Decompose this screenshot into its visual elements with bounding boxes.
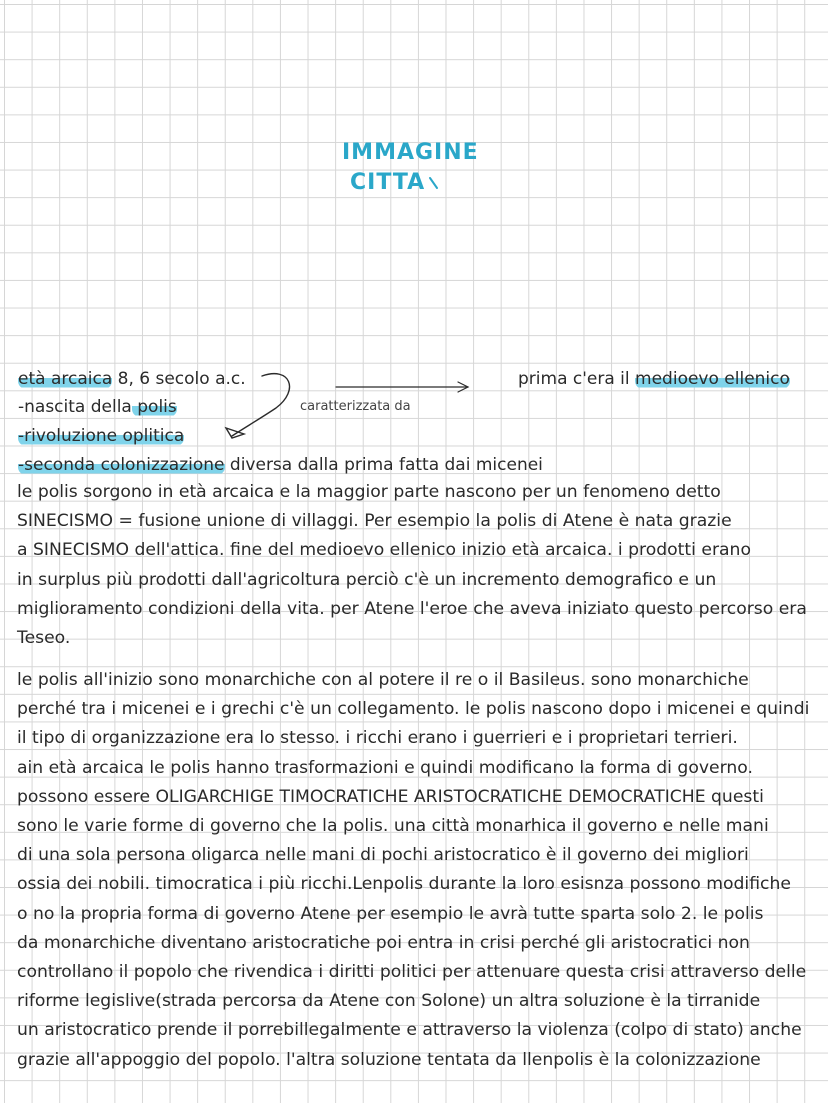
paragraph-2-line: sono le varie forme di governo che la polis. una città monarhica il governo e nelle mani	[17, 816, 769, 837]
paragraph-1-line: in surplus più prodotti dall'agricoltura perciò c'è un incremento demografico e un	[17, 569, 717, 590]
curved-arrow-icon	[226, 374, 290, 438]
right-arrow-icon	[336, 382, 468, 392]
paragraph-1-line: Teseo.	[17, 628, 71, 649]
note-medioevo-prefix: prima c'era il	[518, 369, 636, 389]
paragraph-1	[17, 478, 807, 653]
paragraph-1-line: a SINECISMO dell'attica. fine del medioevo ellenico inizio età arcaica. i prodotti erano	[17, 540, 751, 561]
arrow-caption: caratterizzata da	[300, 399, 411, 414]
paragraph-2-line: il tipo di organizzazione era lo stesso. i ricchi erano i guerrieri e i proprietari terrieri.	[17, 728, 738, 749]
paragraph-2-line: riforme legislive(strada percorsa da Atene con Solone) un altra soluzione è la tirranide	[17, 991, 761, 1012]
paragraph-2-line: un aristocratico prende il porrebillegalmente e attraverso la violenza (colpo di stato) anche	[17, 1020, 802, 1041]
note-colonizzazione-rest: diversa dalla prima fatta dai micenei	[224, 455, 543, 475]
highlight-seconda-colonizzazione: -seconda colonizzazione	[18, 455, 225, 475]
highlight-medioevo-ellenico: medioevo ellenico	[635, 369, 790, 389]
note-era-dates: 8, 6 secolo a.c.	[112, 369, 246, 389]
accent-mark-icon	[430, 178, 437, 188]
note-polis-prefix: -nascita della	[18, 397, 132, 417]
paragraph-2-line: da monarchiche diventano aristocratiche poi entra in crisi perché gli aristocratici non	[17, 932, 750, 953]
highlight-eta-arcaica: età arcaica	[18, 369, 113, 389]
paragraph-2-line: ossia dei nobili. timocratica i più ricchi.Lenpolis durante la loro esisnza possono modifiche	[17, 874, 791, 895]
paragraph-2-line: di una sola persona oligarca nelle mani di pochi aristocratico è il governo dei migliori	[17, 845, 749, 866]
page-title-line-2: CITTA	[350, 170, 426, 195]
paragraph-2-line: ain età arcaica le polis hanno trasformazioni e quindi modificano la forma di governo.	[17, 757, 753, 778]
paragraph-2-line: le polis all'inizio sono monarchiche con al potere il re o il Basileus. sono monarchiche	[17, 670, 749, 690]
paragraph-1-line: miglioramento condizioni della vita. per Atene l'eroe che aveva iniziato questo percorso era	[17, 598, 807, 619]
paragraph-2-line: o no la propria forma di governo Atene per esempio le avrà tutte sparta solo 2. le polis	[17, 903, 764, 924]
paragraph-2-line: grazie all'appoggio del popolo. l'altra soluzione tentata da llenpolis è la colonizzazione	[17, 1049, 761, 1070]
paragraph-1-line: SINECISMO = fusione unione di villaggi. Per esempio la polis di Atene è nata grazie	[17, 511, 732, 532]
paragraph-2-line: controllano il popolo che rivendica i diritti politici per attenuare questa crisi attraverso delle	[17, 962, 807, 983]
paragraph-2-line: perché tra i micenei e i grechi c'è un collegamento. le polis nascono dopo i micenei e quindi	[17, 699, 810, 720]
highlight-rivoluzione-oplitica: -rivoluzione oplitica	[18, 426, 185, 446]
page-title-line-1: IMMAGINE	[342, 140, 479, 165]
highlight-polis: polis	[131, 397, 177, 417]
paragraph-1-line: le polis sorgono in età arcaica e la maggior parte nascono per un fenomeno detto	[17, 482, 721, 502]
paragraph-2-line: possono essere OLIGARCHIGE TIMOCRATICHE ARISTOCRATICHE DEMOCRATICHE questi	[17, 786, 764, 807]
paragraph-2	[17, 666, 809, 1075]
